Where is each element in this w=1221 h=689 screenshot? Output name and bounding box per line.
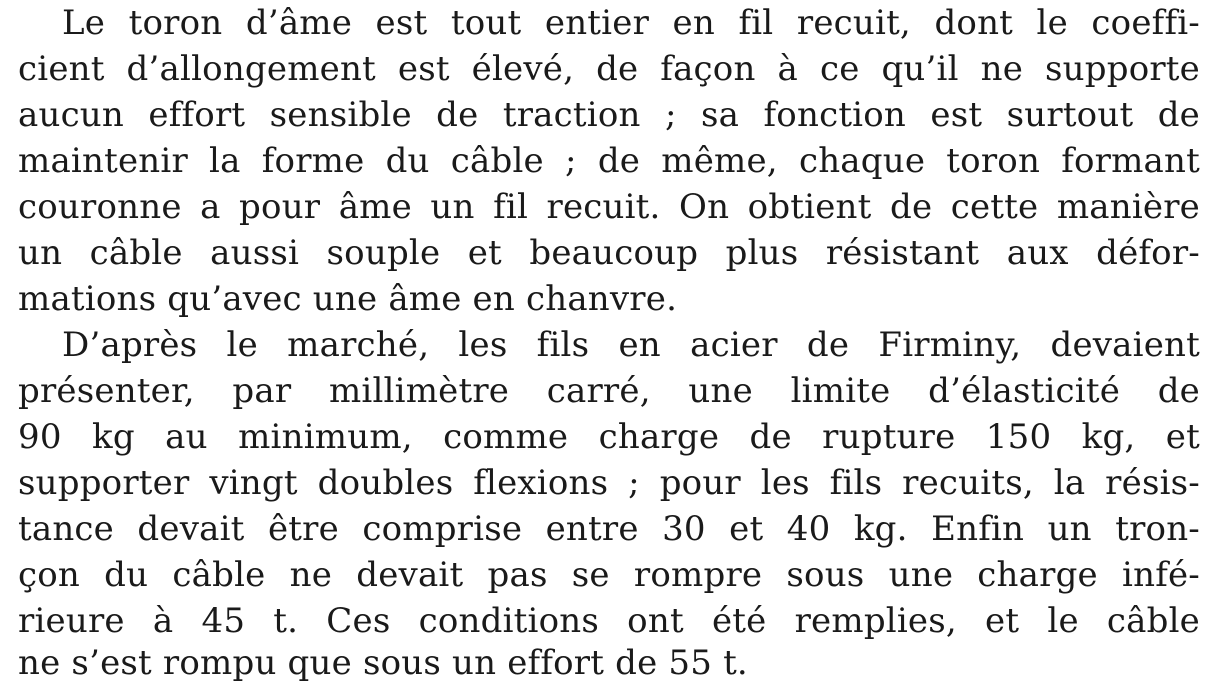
- text-line: supporter vingt doubles flexions ; pour les fils recuits, la résis-: [18, 463, 1200, 503]
- text-line: couronne a pour âme un fil recuit. On obtient de cette manière: [18, 187, 1200, 227]
- text-line: mations qu’avec une âme en chanvre.: [18, 279, 678, 319]
- text-line: D’après le marché, les fils en acier de Firminy, devaient: [62, 325, 1200, 365]
- text-line: présenter, par millimètre carré, une limite d’élasticité de: [18, 371, 1200, 411]
- text-line: maintenir la forme du câble ; de même, chaque toron formant: [18, 141, 1200, 181]
- text-line: rieure à 45 t. Ces conditions ont été remplies, et le câble: [18, 601, 1200, 641]
- text-line: un câble aussi souple et beaucoup plus résistant aux défor-: [18, 233, 1200, 273]
- text-line: çon du câble ne devait pas se rompre sous une charge infé-: [18, 555, 1200, 595]
- text-line: tance devait être comprise entre 30 et 40 kg. Enfin un tron-: [18, 509, 1200, 549]
- text-line: 90 kg au minimum, comme charge de rupture 150 kg, et: [18, 417, 1200, 457]
- text-line: ne s’est rompu que sous un effort de 55 t.: [18, 643, 748, 683]
- text-line: Le toron d’âme est tout entier en fil recuit, dont le coeffi-: [62, 3, 1200, 43]
- text-line: aucun effort sensible de traction ; sa fonction est surtout de: [18, 95, 1200, 135]
- text-line: cient d’allongement est élevé, de façon à ce qu’il ne supporte: [18, 49, 1200, 89]
